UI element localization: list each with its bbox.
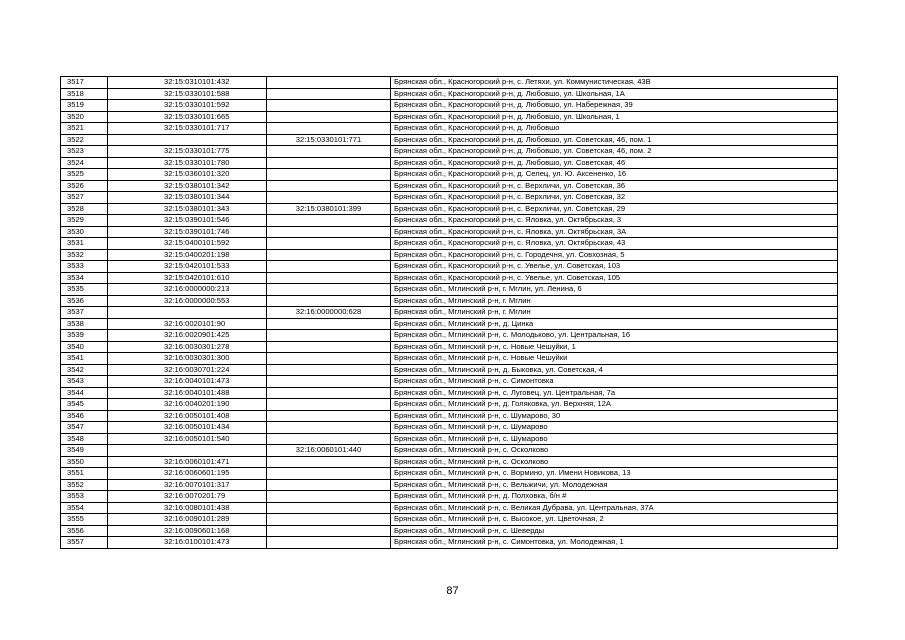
- secondary-cadastral-cell: 32:15:0380101:399: [267, 203, 391, 215]
- secondary-cadastral-cell: [267, 399, 391, 411]
- table-row: [61, 410, 838, 422]
- address-cell: Брянская обл., Мглинский р-н, с. Осколково: [391, 445, 838, 457]
- address-cell: Брянская обл., Красногорский р-н, с. Верхличи, ул. Советская, 29: [391, 203, 838, 215]
- address-cell: Брянская обл., Мглинский р-н, д. Голяковка, ул. Верхняя, 12А: [391, 399, 838, 411]
- table-row: [61, 77, 838, 89]
- table-row: [61, 100, 838, 112]
- table-row: [61, 353, 838, 365]
- secondary-cadastral-cell: [267, 261, 391, 273]
- secondary-cadastral-cell: [267, 376, 391, 388]
- cadastral-number-cell: 32:16:0040101:488: [108, 387, 267, 399]
- row-number-cell: 3551: [61, 468, 108, 480]
- table-row: [61, 295, 838, 307]
- secondary-cadastral-cell: [267, 180, 391, 192]
- secondary-cadastral-cell: [267, 77, 391, 89]
- table-row: [61, 157, 838, 169]
- row-number-cell: 3540: [61, 341, 108, 353]
- secondary-cadastral-cell: [267, 502, 391, 514]
- cadastral-number-cell: 32:16:0000000:213: [108, 284, 267, 296]
- address-cell: Брянская обл., Мглинский р-н, с. Луговец, ул. Центральная, 7а: [391, 387, 838, 399]
- secondary-cadastral-cell: [267, 238, 391, 250]
- table-row: [61, 502, 838, 514]
- address-cell: Брянская обл., Мглинский р-н, с. Высокое, ул. Цветочная, 2: [391, 514, 838, 526]
- row-number-cell: 3536: [61, 295, 108, 307]
- address-cell: Брянская обл., Мглинский р-н, с. Вельжичи, ул. Молодежная: [391, 479, 838, 491]
- cadastral-number-cell: 32:15:0420101:533: [108, 261, 267, 273]
- secondary-cadastral-cell: [267, 330, 391, 342]
- table-row: [61, 364, 838, 376]
- row-number-cell: 3518: [61, 88, 108, 100]
- address-cell: Брянская обл., Мглинский р-н, с. Шумарово, 30: [391, 410, 838, 422]
- cadastral-number-cell: 32:16:0030301:300: [108, 353, 267, 365]
- cadastral-number-cell: 32:15:0330101:665: [108, 111, 267, 123]
- table-row: [61, 307, 838, 319]
- address-cell: Брянская обл., Красногорский р-н, д. Любовшо, ул. Советская, 46, пом. 1: [391, 134, 838, 146]
- cadastral-number-cell: 32:15:0330101:717: [108, 123, 267, 135]
- row-number-cell: 3552: [61, 479, 108, 491]
- cadastral-number-cell: 32:15:0330101:780: [108, 157, 267, 169]
- address-cell: Брянская обл., Красногорский р-н, с. Яловка, ул. Октябрьская, 43: [391, 238, 838, 250]
- secondary-cadastral-cell: [267, 284, 391, 296]
- address-cell: Брянская обл., Красногорский р-н, д. Любовшо, ул. Школьная, 1А: [391, 88, 838, 100]
- address-cell: Брянская обл., Мглинский р-н, с. Новые Чешуйки: [391, 353, 838, 365]
- secondary-cadastral-cell: [267, 157, 391, 169]
- row-number-cell: 3535: [61, 284, 108, 296]
- secondary-cadastral-cell: [267, 364, 391, 376]
- table-row: [61, 169, 838, 181]
- table-row: [61, 525, 838, 537]
- table-row: [61, 376, 838, 388]
- address-cell: Брянская обл., Мглинский р-н, с. Молодьково, ул. Центральная, 16: [391, 330, 838, 342]
- cadastral-number-cell: 32:16:0000000:553: [108, 295, 267, 307]
- row-number-cell: 3539: [61, 330, 108, 342]
- row-number-cell: 3527: [61, 192, 108, 204]
- table-row: [61, 514, 838, 526]
- table-row: [61, 491, 838, 503]
- address-cell: Брянская обл., Мглинский р-н, с. Симонтовка, ул. Молодежная, 1: [391, 537, 838, 549]
- row-number-cell: 3544: [61, 387, 108, 399]
- address-cell: Брянская обл., Мглинский р-н, с. Шумарово: [391, 422, 838, 434]
- row-number-cell: 3532: [61, 249, 108, 261]
- cadastral-number-cell: 32:16:0040101:473: [108, 376, 267, 388]
- address-cell: Брянская обл., Красногорский р-н, д. Любовшо: [391, 123, 838, 135]
- row-number-cell: 3537: [61, 307, 108, 319]
- secondary-cadastral-cell: [267, 353, 391, 365]
- row-number-cell: 3545: [61, 399, 108, 411]
- secondary-cadastral-cell: [267, 88, 391, 100]
- table-row: [61, 215, 838, 227]
- secondary-cadastral-cell: 32:16:0000000:628: [267, 307, 391, 319]
- secondary-cadastral-cell: [267, 514, 391, 526]
- row-number-cell: 3553: [61, 491, 108, 503]
- address-cell: Брянская обл., Мглинский р-н, с. Осколково: [391, 456, 838, 468]
- secondary-cadastral-cell: [267, 525, 391, 537]
- row-number-cell: 3557: [61, 537, 108, 549]
- secondary-cadastral-cell: [267, 111, 391, 123]
- table-row: [61, 433, 838, 445]
- address-cell: Брянская обл., Красногорский р-н, с. Летяхи, ул. Коммунистическая, 43В: [391, 77, 838, 89]
- secondary-cadastral-cell: [267, 169, 391, 181]
- cadastral-number-cell: 32:16:0060101:471: [108, 456, 267, 468]
- table-row: [61, 468, 838, 480]
- secondary-cadastral-cell: [267, 249, 391, 261]
- cadastral-number-cell: 32:15:0330101:775: [108, 146, 267, 158]
- cadastral-number-cell: 32:16:0090101:289: [108, 514, 267, 526]
- cadastral-number-cell: 32:15:0380101:343: [108, 203, 267, 215]
- row-number-cell: 3548: [61, 433, 108, 445]
- cadastral-number-cell: 32:15:0400101:592: [108, 238, 267, 250]
- row-number-cell: 3519: [61, 100, 108, 112]
- address-cell: Брянская обл., Мглинский р-н, г. Мглин: [391, 307, 838, 319]
- table-row: [61, 341, 838, 353]
- address-cell: Брянская обл., Мглинский р-н, с. Шумарово: [391, 433, 838, 445]
- address-cell: Брянская обл., Красногорский р-н, с. Увелье, ул. Советская, 105: [391, 272, 838, 284]
- table-row: [61, 537, 838, 549]
- cadastral-number-cell: [108, 134, 267, 146]
- cadastral-number-cell: 32:16:0050101:540: [108, 433, 267, 445]
- address-cell: Брянская обл., Красногорский р-н, с. Увелье, ул. Советская, 103: [391, 261, 838, 273]
- row-number-cell: 3550: [61, 456, 108, 468]
- address-cell: Брянская обл., Красногорский р-н, д. Любовшо, ул. Школьная, 1: [391, 111, 838, 123]
- cadastral-number-cell: 32:16:0020101:90: [108, 318, 267, 330]
- table-row: [61, 146, 838, 158]
- address-cell: Брянская обл., Мглинский р-н, г. Мглин, ул. Ленина, 6: [391, 284, 838, 296]
- address-cell: Брянская обл., Мглинский р-н, с. Вормино, ул. Имени Новикова, 13: [391, 468, 838, 480]
- table-row: [61, 238, 838, 250]
- cadastral-number-cell: [108, 307, 267, 319]
- table-row: [61, 284, 838, 296]
- cadastral-number-cell: 32:16:0100101:473: [108, 537, 267, 549]
- table-row: [61, 203, 838, 215]
- address-cell: Брянская обл., Красногорский р-н, с. Верхличи, ул. Советская, 32: [391, 192, 838, 204]
- address-cell: Брянская обл., Мглинский р-н, с. Шеверды: [391, 525, 838, 537]
- secondary-cadastral-cell: [267, 318, 391, 330]
- address-cell: Брянская обл., Красногорский р-н, д. Любовшо, ул. Советская, 46: [391, 157, 838, 169]
- table-row: [61, 134, 838, 146]
- secondary-cadastral-cell: [267, 123, 391, 135]
- row-number-cell: 3524: [61, 157, 108, 169]
- page-number: 87: [446, 585, 459, 597]
- cadastral-number-cell: 32:15:0380101:344: [108, 192, 267, 204]
- table-row: [61, 445, 838, 457]
- row-number-cell: 3522: [61, 134, 108, 146]
- table-row: [61, 387, 838, 399]
- row-number-cell: 3549: [61, 445, 108, 457]
- secondary-cadastral-cell: [267, 272, 391, 284]
- secondary-cadastral-cell: [267, 387, 391, 399]
- table-row: [61, 318, 838, 330]
- cadastral-number-cell: 32:15:0390101:746: [108, 226, 267, 238]
- row-number-cell: 3526: [61, 180, 108, 192]
- cadastral-number-cell: 32:16:0060601:195: [108, 468, 267, 480]
- secondary-cadastral-cell: [267, 479, 391, 491]
- cadastral-number-cell: 32:15:0310101:432: [108, 77, 267, 89]
- address-cell: Брянская обл., Красногорский р-н, с. Яловка, ул. Октябрьская, 3А: [391, 226, 838, 238]
- cadastral-number-cell: 32:16:0030701:224: [108, 364, 267, 376]
- cadastral-number-cell: 32:16:0040201:190: [108, 399, 267, 411]
- row-number-cell: 3541: [61, 353, 108, 365]
- secondary-cadastral-cell: [267, 226, 391, 238]
- address-cell: Брянская обл., Красногорский р-н, д. Любовшо, ул. Советская, 46, пом. 2: [391, 146, 838, 158]
- cadastral-number-cell: 32:15:0390101:546: [108, 215, 267, 227]
- secondary-cadastral-cell: [267, 192, 391, 204]
- row-number-cell: 3547: [61, 422, 108, 434]
- secondary-cadastral-cell: [267, 410, 391, 422]
- row-number-cell: 3556: [61, 525, 108, 537]
- address-cell: Брянская обл., Красногорский р-н, с. Верхличи, ул. Советская, 36: [391, 180, 838, 192]
- secondary-cadastral-cell: 32:16:0060101:440: [267, 445, 391, 457]
- secondary-cadastral-cell: [267, 422, 391, 434]
- row-number-cell: 3543: [61, 376, 108, 388]
- secondary-cadastral-cell: 32:15:0330101:771: [267, 134, 391, 146]
- secondary-cadastral-cell: [267, 468, 391, 480]
- row-number-cell: 3530: [61, 226, 108, 238]
- row-number-cell: 3555: [61, 514, 108, 526]
- cadastral-number-cell: 32:16:0030301:278: [108, 341, 267, 353]
- cadastral-number-cell: 32:15:0330101:592: [108, 100, 267, 112]
- cadastral-number-cell: 32:15:0330101:588: [108, 88, 267, 100]
- row-number-cell: 3525: [61, 169, 108, 181]
- row-number-cell: 3533: [61, 261, 108, 273]
- secondary-cadastral-cell: [267, 341, 391, 353]
- address-cell: Брянская обл., Красногорский р-н, д. Любовшо, ул. Набережная, 39: [391, 100, 838, 112]
- cadastral-number-cell: 32:16:0050101:408: [108, 410, 267, 422]
- address-cell: Брянская обл., Красногорский р-н, с. Яловка, ул. Октябрьская, 3: [391, 215, 838, 227]
- table-row: [61, 479, 838, 491]
- cadastral-number-cell: 32:16:0080101:438: [108, 502, 267, 514]
- address-cell: Брянская обл., Мглинский р-н, д. Цинка: [391, 318, 838, 330]
- row-number-cell: 3531: [61, 238, 108, 250]
- cadastral-number-cell: 32:16:0090601:168: [108, 525, 267, 537]
- row-number-cell: 3546: [61, 410, 108, 422]
- table-row: [61, 88, 838, 100]
- row-number-cell: 3520: [61, 111, 108, 123]
- table-row: [61, 399, 838, 411]
- table-row: [61, 456, 838, 468]
- table-row: [61, 422, 838, 434]
- cadastral-number-cell: 32:15:0400201:198: [108, 249, 267, 261]
- row-number-cell: 3529: [61, 215, 108, 227]
- cadastral-number-cell: 32:16:0070101:317: [108, 479, 267, 491]
- address-cell: Брянская обл., Мглинский р-н, д. Быковка, ул. Советская, 4: [391, 364, 838, 376]
- address-cell: Брянская обл., Мглинский р-н, г. Мглин: [391, 295, 838, 307]
- table-row: [61, 272, 838, 284]
- table-row: [61, 180, 838, 192]
- address-cell: Брянская обл., Красногорский р-н, д. Селец, ул. Ю. Аксененко, 16: [391, 169, 838, 181]
- registry-table-body: [61, 77, 838, 549]
- secondary-cadastral-cell: [267, 215, 391, 227]
- row-number-cell: 3534: [61, 272, 108, 284]
- secondary-cadastral-cell: [267, 491, 391, 503]
- secondary-cadastral-cell: [267, 295, 391, 307]
- cadastral-number-cell: 32:16:0050101:434: [108, 422, 267, 434]
- table-row: [61, 111, 838, 123]
- address-cell: Брянская обл., Мглинский р-н, д. Полховка, б/н #: [391, 491, 838, 503]
- table-row: [61, 123, 838, 135]
- secondary-cadastral-cell: [267, 433, 391, 445]
- cadastral-number-cell: 32:15:0360101:320: [108, 169, 267, 181]
- address-cell: Брянская обл., Мглинский р-н, с. Симонтовка: [391, 376, 838, 388]
- table-row: [61, 261, 838, 273]
- row-number-cell: 3523: [61, 146, 108, 158]
- cadastral-number-cell: [108, 445, 267, 457]
- table-row: [61, 226, 838, 238]
- secondary-cadastral-cell: [267, 146, 391, 158]
- row-number-cell: 3521: [61, 123, 108, 135]
- table-row: [61, 330, 838, 342]
- address-cell: Брянская обл., Мглинский р-н, с. Новые Чешуйки, 1: [391, 341, 838, 353]
- address-cell: Брянская обл., Красногорский р-н, с. Городечня, ул. Совхозная, 5: [391, 249, 838, 261]
- registry-table: [60, 76, 838, 549]
- row-number-cell: 3517: [61, 77, 108, 89]
- secondary-cadastral-cell: [267, 537, 391, 549]
- row-number-cell: 3554: [61, 502, 108, 514]
- secondary-cadastral-cell: [267, 100, 391, 112]
- table-row: [61, 249, 838, 261]
- cadastral-number-cell: 32:16:0070201:79: [108, 491, 267, 503]
- secondary-cadastral-cell: [267, 456, 391, 468]
- cadastral-number-cell: 32:15:0380101:342: [108, 180, 267, 192]
- row-number-cell: 3528: [61, 203, 108, 215]
- row-number-cell: 3538: [61, 318, 108, 330]
- cadastral-number-cell: 32:15:0420101:610: [108, 272, 267, 284]
- cadastral-number-cell: 32:16:0020901:425: [108, 330, 267, 342]
- row-number-cell: 3542: [61, 364, 108, 376]
- table-row: [61, 192, 838, 204]
- address-cell: Брянская обл., Мглинский р-н, с. Великая Дубрава, ул. Центральная, 37А: [391, 502, 838, 514]
